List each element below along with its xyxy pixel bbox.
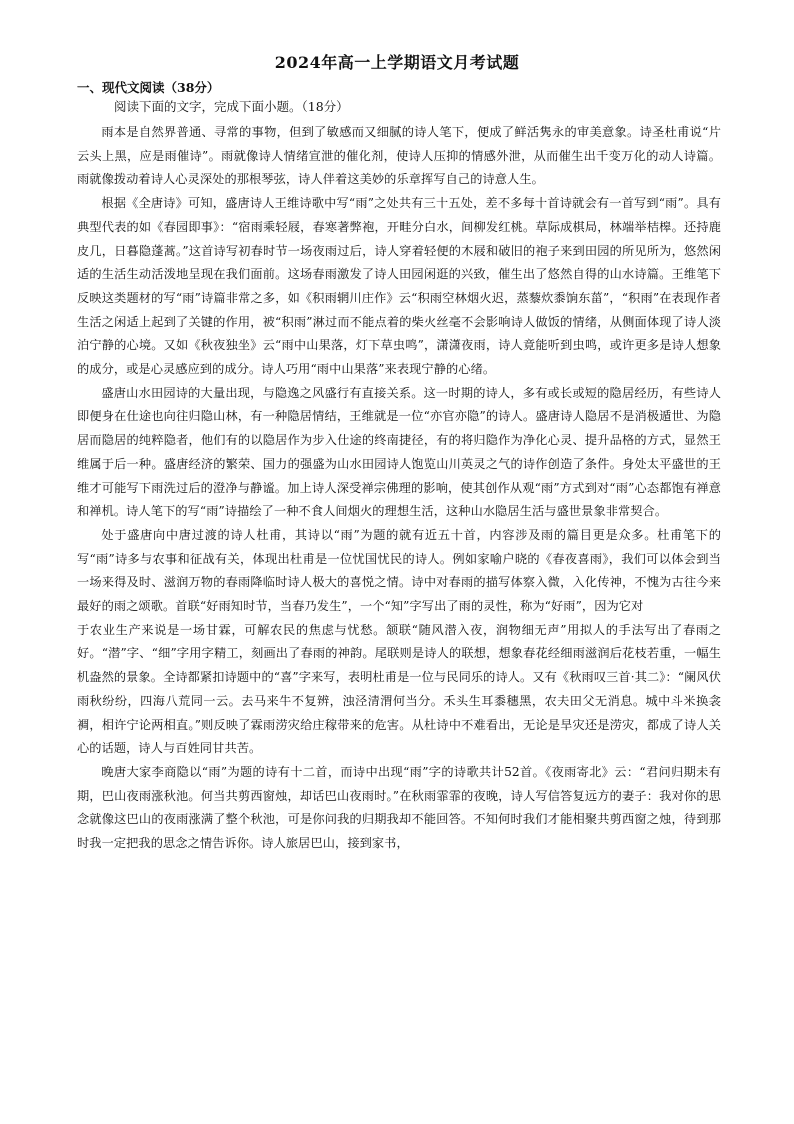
paragraph: 处于盛唐向中唐过渡的诗人杜甫，其诗以“雨”为题的就有近五十首，内容涉及雨的篇目更是众多。杜甫笔下的写“雨”诗多与农事和征战有关，体现出杜甫是一位忧国忧民的诗人。例如家喻户晓的《春夜喜雨》，我们可以体会到当一场来得及时、滋润万物的春雨降临时诗人极大的喜悦之情。诗中对春雨的描写体察入微，入化传神，不愧为古往今来最好的雨之颂歌。首联“好雨知时节，当春乃发生”，一个“知”字写出了雨的灵性，称为“好雨”，因为它对 [77, 527, 721, 614]
paragraph: 晚唐大家李商隐以“雨”为题的诗有十二首，而诗中出现“雨”字的诗歌共计52首。《夜雨寄北》云：“君问归期未有期，巴山夜雨涨秋池。何当共剪西窗烛，却话巴山夜雨时。”在秋雨霏霏的夜晚，诗人写信答复远方的妻子：我对你的思念就像这巴山的夜雨涨满了整个秋池，可是你问我的归期我却不能回答。不知何时我们才能相聚共剪西窗之烛，待到那时我一定把我的思念之情告诉你。诗人旅居巴山，接到家书， [77, 764, 721, 851]
instruction-text: 阅读下面的文字，完成下面小题。（18分） [114, 99, 349, 114]
paragraph: 盛唐山水田园诗的大量出现，与隐逸之风盛行有直接关系。这一时期的诗人，多有或长或短的隐居经历，有些诗人即便身在仕途也向往归隐山林，有一种隐居情结，王维就是一位“亦官亦隐”的诗人。盛唐诗人隐居不是消极遁世、为隐居而隐居的纯粹隐者，他们有的以隐居作为步入仕途的终南捷径，有的将归隐作为净化心灵、提升品格的方式，显然王维属于后一种。盛唐经济的繁荣、国力的强盛为山水田园诗人饱览山川英灵之气的诗作创造了条件。身处太平盛世的王维才可能写下雨洗过后的澄净与静谧。加上诗人深受禅宗佛理的影响，使其创作从观“雨”方式到对“雨”心态都饱有禅意和禅机。诗人笔下的写“雨”诗描绘了一种不食人间烟火的理想生活，这种山水隐居生活与盛世景象非常契合。 [77, 385, 721, 519]
reading-passage [77, 121, 721, 856]
paragraph: 于农业生产来说是一场甘霖，可解农民的焦虑与忧愁。颔联“随风潜入夜，润物细无声”用拟人的手法写出了春雨之好。“潜”字、“细”字用字精工，刻画出了春雨的神韵。尾联则是诗人的联想，想象春花经细雨滋润后花枝若重，一幅生机盎然的景象。全诗都紧扣诗题中的“喜”字来写，表明杜甫是一位与民同乐的诗人。又有《秋雨叹三首·其二》：“阑风伏雨秋纷纷，四海八荒同一云。去马来牛不复辨，浊泾清渭何当分。禾头生耳黍穗黑，农夫田父无消息。城中斗米换衾裯，相许宁论两相直。”则反映了霖雨涝灾给庄稼带来的危害。从杜诗中不难看出，无论是旱灾还是涝灾，都成了诗人关心的话题，诗人与百姓同甘共苦。 [77, 622, 721, 756]
section-heading: 一、现代文阅读（38分） [77, 80, 220, 95]
paragraph: 雨本是自然界普通、寻常的事物，但到了敏感而又细腻的诗人笔下，便成了鲜活隽永的审美意象。诗圣杜甫说“片云头上黑，应是雨催诗”。雨就像诗人情绪宣泄的催化剂，使诗人压抑的情感外泄，从而催生出千变万化的动人诗篇。雨就像拨动着诗人心灵深处的那根琴弦，诗人伴着这美妙的乐章挥写自己的诗意人生。 [77, 125, 721, 187]
page-title: 2024年高一上学期语文月考试题 [274, 53, 520, 72]
paragraph: 根据《全唐诗》可知，盛唐诗人王维诗歌中写“雨”之处共有三十五处，差不多每十首诗就会有一首写到“雨”。具有典型代表的如《春园即事》：“宿雨乘轻屐，春寒著弊袍，开畦分白水，间柳发红桃。草际成棋局，林端举桔槔。还持鹿皮几，日暮隐蓬蒿。”这首诗写初春时节一场夜雨过后，诗人穿着轻便的木屐和破旧的袍子来到田园的所见所为，悠然闲适的生活生动活泼地呈现在我们面前。这场春雨激发了诗人田园闲逛的兴致，催生出了悠然自得的山水诗篇。王维笔下反映这类题材的写“雨”诗篇非常之多，如《积雨辋川庄作》云“积雨空林烟火迟，蒸藜炊黍饷东菑”，“积雨”在表现作者生活之闲适上起到了关键的作用，被“积雨”淋过而不能点着的柴火丝毫不会影响诗人做饭的情绪，从侧面体现了诗人淡泊宁静的心境。又如《秋夜独坐》云“雨中山果落，灯下草虫鸣”，潇潇夜雨，诗人竟能听到虫鸣，或许更多是诗人想象的成分，或是心灵感应到的成分。诗人巧用“雨中山果落”来表现宁静的心绪。 [77, 196, 721, 377]
